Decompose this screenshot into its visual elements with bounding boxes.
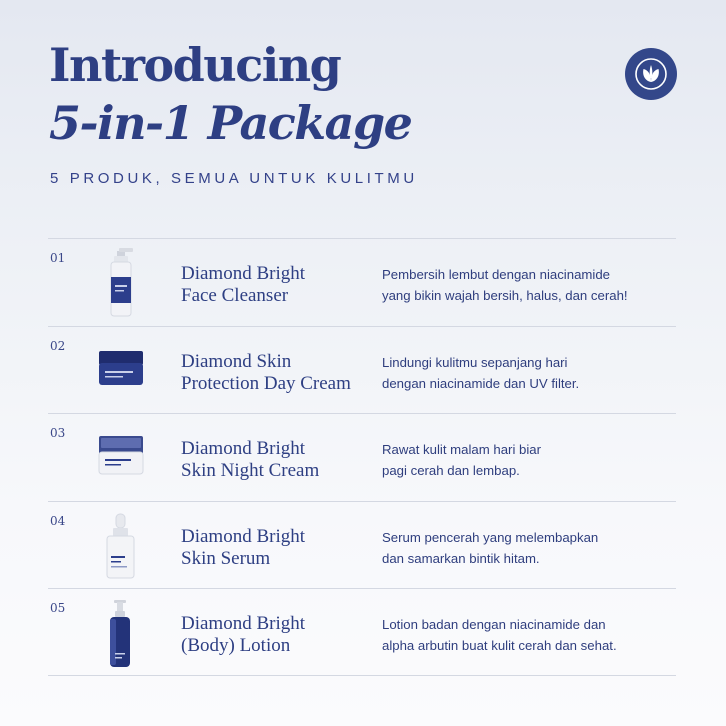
pump-bottle-icon — [96, 247, 146, 319]
lotion-bottle-icon — [96, 597, 146, 669]
cream-jar-icon — [96, 422, 146, 494]
product-description: Pembersih lembut dengan niacinamide yang bikin wajah bersih, halus, dan cerah! — [382, 267, 628, 303]
product-name: Diamond Bright (Body) Lotion — [181, 613, 306, 656]
product-list — [48, 238, 676, 676]
product-name: Diamond Bright Skin Serum — [181, 525, 306, 569]
item-number: 01 — [50, 251, 66, 265]
page-subtitle: 5 PRODUK, SEMUA UNTUK KULITMU — [50, 170, 418, 187]
list-item — [48, 413, 676, 501]
list-item — [48, 588, 676, 676]
product-description: Serum pencerah yang melembapkan dan samarkan bintik hitam. — [382, 529, 599, 566]
product-description: Rawat kulit malam hari biar pagi cerah dan lembap. — [382, 442, 542, 478]
dropper-bottle-icon — [96, 510, 146, 582]
item-number: 04 — [50, 513, 66, 528]
list-item — [48, 326, 676, 414]
product-name: Diamond Skin Protection Day Cream — [181, 350, 351, 394]
leaf-icon — [625, 48, 677, 100]
product-name: Diamond Bright Face Cleanser — [181, 263, 306, 306]
list-item — [48, 238, 676, 326]
product-description: Lindungi kulitmu sepanjang hari dengan niacinamide dan UV filter. — [382, 354, 580, 391]
product-description: Lotion badan dengan niacinamide dan alpha arbutin buat kulit cerah dan sehat. — [382, 617, 617, 653]
item-number: 02 — [50, 338, 66, 353]
item-number: 05 — [50, 601, 66, 615]
page-title-italic: 5-in-1 Package — [49, 96, 412, 150]
item-number: 03 — [50, 426, 66, 440]
list-item — [48, 501, 676, 589]
page-title: Introducing — [49, 38, 341, 92]
cream-jar-icon — [96, 335, 146, 407]
product-name: Diamond Bright Skin Night Cream — [181, 438, 320, 481]
